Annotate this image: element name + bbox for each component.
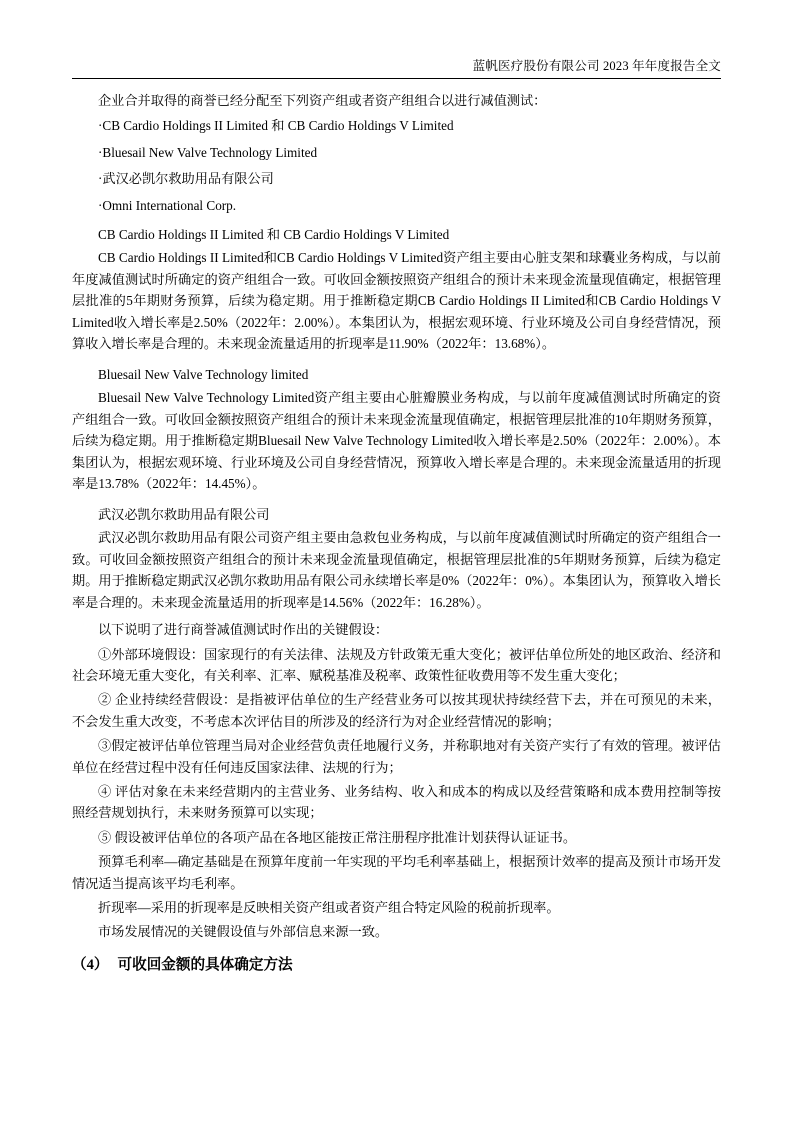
section-number: （4） <box>72 956 109 973</box>
assumption-item-2: ② 企业持续经营假设：是指被评估单位的生产经营业务可以按其现状持续经营下去，并在可预见的未来，不会发生重大改变，不考虑本次评估目的所涉及的经济行为对企业经营情况的影响； <box>72 692 721 729</box>
section-heading <box>72 953 721 977</box>
page-header <box>72 56 721 74</box>
paragraph-wuhan-bikaier: 武汉必凯尔救助用品有限公司资产组主要由急救包业务构成，与以前年度减值测试时所确定的资产组组合一致。可收回金额按照资产组组合的预计未来现金流量现值确定，根据管理层批准的5年期财务预算，后续为稳定期。用于推断稳定期武汉必凯尔救助用品有限公司永续增长率是0%（2022年：0%）。本集团认为，预算收入增长率是合理的。未来现金流量适用的折现率是14.56%（2022年：16.28%）。 <box>72 530 721 610</box>
header-divider <box>72 78 721 79</box>
subsection-title-cb-cardio: CB Cardio Holdings II Limited 和 CB Cardio Holdings V Limited <box>98 227 450 243</box>
assumption-item-4: ④ 评估对象在未来经营期内的主营业务、业务结构、收入和成本的构成以及经营策略和成本费用控制等按照经营规划执行，未来财务预算可以实现； <box>72 783 721 821</box>
paragraph-cb-cardio: CB Cardio Holdings II Limited和CB Cardio Holdings V Limited资产组主要由心脏支架和球囊业务构成，与以前年度减值测试时所确定的资产组组合一致。可收回金额按照资产组组合的预计未来现金流量现值确定，根据管理层批准的5年期财务预算，后续为稳定期。用于推断稳定期CB Cardio Holdings II Limited和CB Cardio Holdings V Limited收入增长率是2.50%（2022年：2.00%）。本集团认为，根据宏观环境、行业环境及公司自身经营情况，预算收入增长率是合理的。未来现金流量适用的折现率是11.90%（2022年：13.68%）。 <box>72 250 721 352</box>
page-content <box>72 90 721 977</box>
goodwill-cgu-item-2: ·Bluesail New Valve Technology Limited <box>98 144 318 160</box>
discount-rate-paragraph: 折现率—采用的折现率是反映相关资产组或者资产组合特定风险的税前折现率。 <box>98 899 560 915</box>
goodwill-cgu-item-3: ·武汉必凯尔救助用品有限公司 <box>98 171 274 187</box>
intro-paragraph: 企业合并取得的商誉已经分配至下列资产组或者资产组组合以进行减值测试： <box>98 93 547 108</box>
assumption-item-3: ③假定被评估单位管理当局对企业经营负责任地履行义务，并称职地对有关资产实行了有效的管理。被评估单位在经营过程中没有任何违反国家法律、法规的行为； <box>72 738 721 775</box>
gross-margin-paragraph: 预算毛利率—确定基础是在预算年度前一年实现的平均毛利率基础上，根据预计效率的提高及预计市场开发情况适当提高该平均毛利率。 <box>72 854 721 891</box>
running-title: 蓝帆医疗股份有限公司 2023 年年度报告全文 <box>472 59 721 73</box>
market-development-paragraph: 市场发展情况的关键假设值与外部信息来源一致。 <box>98 924 389 940</box>
paragraph-bluesail-valve: Bluesail New Valve Technology Limited资产组主要由心脏瓣膜业务构成，与以前年度减值测试时所确定的资产组组合一致。可收回金额按照资产组组合的预计未来现金流量现值确定，根据管理层批准的10年期财务预算，后续为稳定期。用于推断稳定期Bluesail New Valve Technology Limited收入增长率是2.50%（2022年：2.00%）。本集团认为，根据宏观环境、行业环境及公司自身经营情况，预算收入增长率是合理的。未来现金流量适用的折现率是13.78%（2022年：14.45%）。 <box>72 390 721 492</box>
subsection-title-wuhan-bikaier: 武汉必凯尔救助用品有限公司 <box>98 507 270 523</box>
section-title-text: 可收回金额的具体确定方法 <box>117 956 293 973</box>
assumptions-lead: 以下说明了进行商誉减值测试时作出的关键假设： <box>98 622 389 638</box>
goodwill-cgu-item-4: ·Omni International Corp. <box>98 197 237 213</box>
assumption-item-1: ①外部环境假设：国家现行的有关法律、法规及方针政策无重大变化；被评估单位所处的地区政治、经济和社会环境无重大变化，有关利率、汇率、赋税基准及税率、政策性征收费用等不发生重大变化； <box>72 646 721 683</box>
goodwill-cgu-item-1: ·CB Cardio Holdings II Limited 和 CB Cardio Holdings V Limited <box>98 118 454 134</box>
subsection-title-bluesail-valve: Bluesail New Valve Technology limited <box>98 367 309 383</box>
assumption-item-5: ⑤ 假设被评估单位的各项产品在各地区能按正常注册程序批准计划获得认证证书。 <box>98 829 577 845</box>
